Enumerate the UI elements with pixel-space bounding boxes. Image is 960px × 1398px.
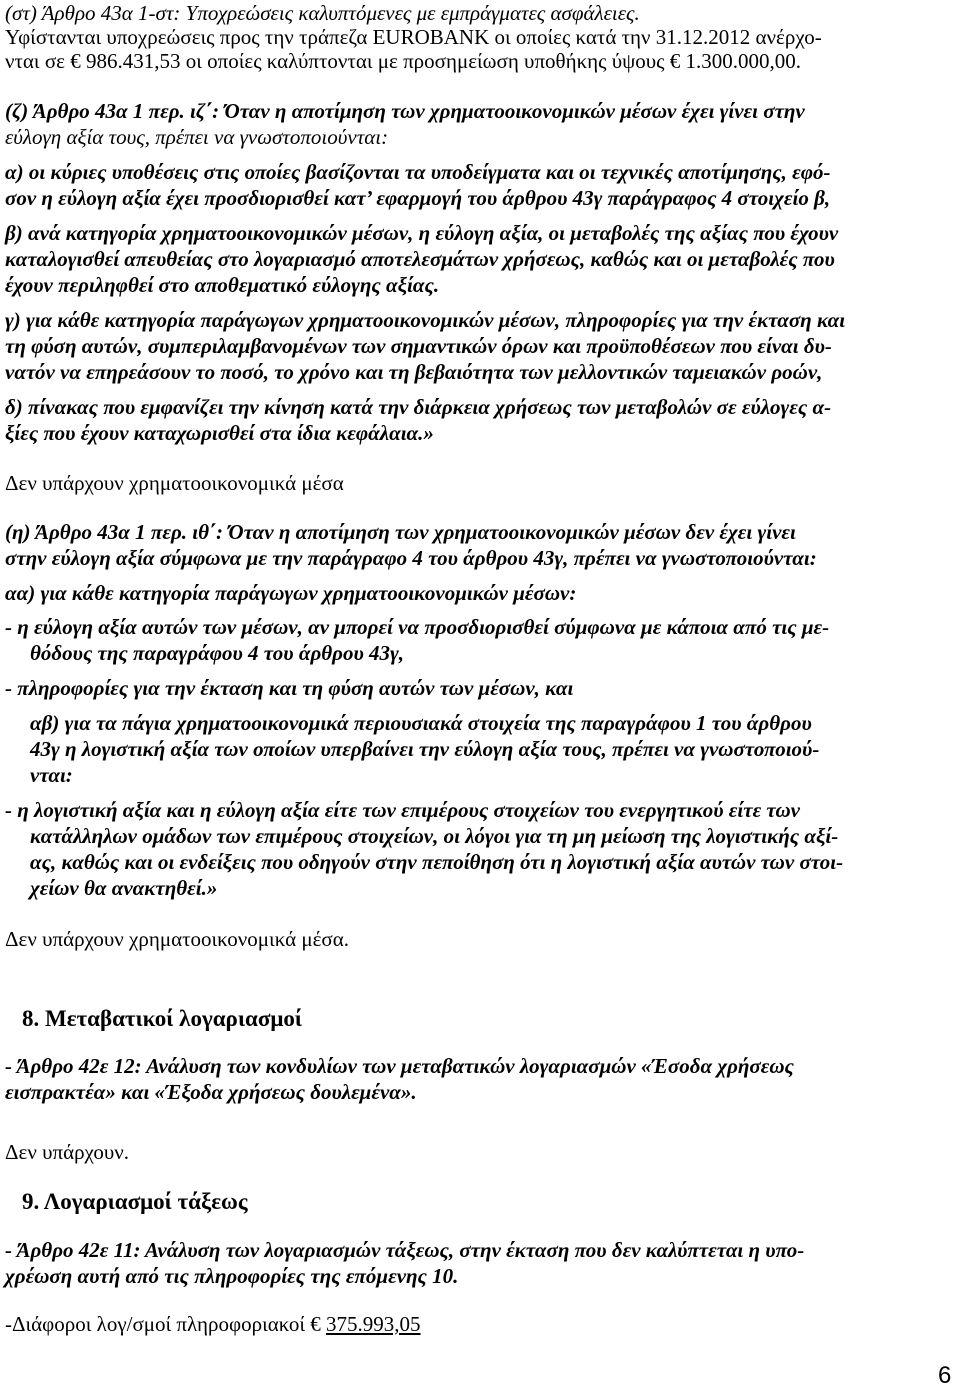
text-line-30: Δεν υπάρχουν χρηματοοικονομικά μέσα. — [5, 927, 350, 951]
text-line-15: ξίες που έχουν καταχωρισθεί στα ίδια κεφάλαια.» — [5, 421, 434, 445]
text-line-19: αα) για κάθε κατηγορία παράγωγων χρηματοοικονομικών μέσων: — [5, 581, 577, 605]
text-line-7: σον η εύλογη αξία έχει προσδιορισθεί κατ’ εφαρμογή του άρθρου 43γ παράγραφος 4 στοιχείο β, — [5, 186, 831, 210]
text-line-3: νται σε € 986.431,53 οι οποίες καλύπτονται με προσημείωση υποθήκης ύψους € 1.300.000,00. — [5, 49, 801, 73]
text-line-11: γ) για κάθε κατηγορία παράγωγων χρηματοοικονομικών μέσων, πληροφορίες για την έκταση και — [5, 308, 846, 332]
section-heading-9: 9. Λογαριασμοί τάξεως — [22, 1189, 248, 1214]
text-line-27: κατάλληλων ομάδων των επιμέρους στοιχείων, οι λόγοι για τη μη μείωση της λογιστικής αξί- — [30, 824, 839, 848]
text-line-5: εύλογη αξία τους, πρέπει να γνωστοποιούνται: — [5, 125, 389, 149]
text-line-37: χρέωση αυτή από τις πληροφορίες της επόμενης 10. — [5, 1264, 459, 1288]
text-line-26: - η λογιστική αξία και η εύλογη αξία είτε των επιμέρους στοιχείων του ενεργητικού είτε των — [5, 798, 800, 822]
text-line-14: δ) πίνακας που εμφανίζει την κίνηση κατά την διάρκεια χρήσεως των μεταβολών σε εύλογες α- — [5, 395, 832, 419]
text-line-20: - η εύλογη αξία αυτών των μέσων, αν μπορεί να προσδιορισθεί σύμφωνα με κάποια από τις με- — [5, 615, 830, 639]
text-line-1: (στ) Άρθρο 43α 1-στ: Υποχρεώσεις καλυπτόμενες με εμπράγματες ασφάλειες. — [5, 1, 640, 25]
memo-accounts-line — [5, 1311, 421, 1337]
text-line-18: στην εύλογη αξία σύμφωνα με την παράγραφο 4 του άρθρου 43γ, πρέπει να γνωστοποιούνται: — [5, 546, 817, 570]
memo-accounts-label: -Διάφοροι λογ/σμοί πληροφοριακοί € — [5, 1312, 321, 1336]
text-line-36: - Άρθρο 42ε 11: Ανάλυση των λογαριασμών τάξεως, στην έκταση που δεν καλύπτεται η υπο- — [5, 1238, 805, 1262]
text-line-33: εισπρακτέα» και «Έξοδα χρήσεως δουλεμένα». — [5, 1080, 417, 1104]
text-line-34: Δεν υπάρχουν. — [5, 1140, 130, 1164]
text-line-17: (η) Άρθρο 43α 1 περ. ιθ΄: Όταν η αποτίμηση των χρηματοοικονομικών μέσων δεν έχει γίνει — [5, 520, 796, 544]
text-line-9: καταλογισθεί απευθείας στο λογαριασμό αποτελεσμάτων χρήσεως, καθώς και οι μεταβολές που — [5, 247, 835, 271]
text-line-6: α) οι κύριες υποθέσεις στις οποίες βασίζονται τα υποδείγματα και οι τεχνικές αποτίμησης, εφό- — [5, 160, 831, 184]
text-line-2: Υφίστανται υποχρεώσεις προς την τράπεζα EUROBANK οι οποίες κατά την 31.12.2012 ανέρχο- — [5, 25, 822, 49]
text-line-22: - πληροφορίες για την έκταση και τη φύση αυτών των μέσων, και — [5, 676, 574, 700]
text-line-12: τη φύση αυτών, συμπεριλαμβανομένων των σημαντικών όρων και προϋποθέσεων που είναι δυ- — [5, 334, 832, 358]
text-line-24: 43γ η λογιστική αξία των οποίων υπερβαίνει την εύλογη αξία τους, πρέπει να γνωστοποιού- — [30, 737, 820, 761]
page-number: 6 — [938, 1362, 952, 1389]
text-line-23: αβ) για τα πάγια χρηματοοικονομικά περιουσιακά στοιχεία της παραγράφου 1 του άρθρου — [30, 711, 812, 735]
text-line-13: νατόν να επηρεάσουν το ποσό, το χρόνο και τη βεβαιότητα των μελλοντικών ταμειακών ροών, — [5, 360, 823, 384]
text-line-28: ας, καθώς και οι ενδείξεις που οδηγούν στην πεποίθηση ότι η λογιστική αξία αυτών των στοι- — [30, 850, 844, 874]
text-line-8: β) ανά κατηγορία χρηματοοικονομικών μέσων, η εύλογη αξία, οι μεταβολές της αξίας που έχουν — [5, 221, 839, 245]
text-line-16: Δεν υπάρχουν χρηματοοικονομικά μέσα — [5, 471, 344, 495]
section-heading-8: 8. Μεταβατικοί λογαριασμοί — [22, 1006, 302, 1031]
text-line-25: νται: — [30, 763, 73, 787]
text-line-29: χείων θα ανακτηθεί.» — [30, 876, 218, 900]
text-line-21: θόδους της παραγράφου 4 του άρθρου 43γ, — [30, 641, 405, 665]
text-line-4: (ζ) Άρθρο 43α 1 περ. ιζ΄: Όταν η αποτίμηση των χρηματοοικονομικών μέσων έχει γίνει στην — [5, 99, 805, 123]
text-line-10: έχουν περιληφθεί στο αποθεματικό εύλογης αξίας. — [5, 273, 440, 297]
text-line-32: - Άρθρο 42ε 12: Ανάλυση των κονδυλίων των μεταβατικών λογαριασμών «Έσοδα χρήσεως — [5, 1054, 794, 1078]
memo-accounts-amount: 375.993,05 — [326, 1312, 421, 1336]
